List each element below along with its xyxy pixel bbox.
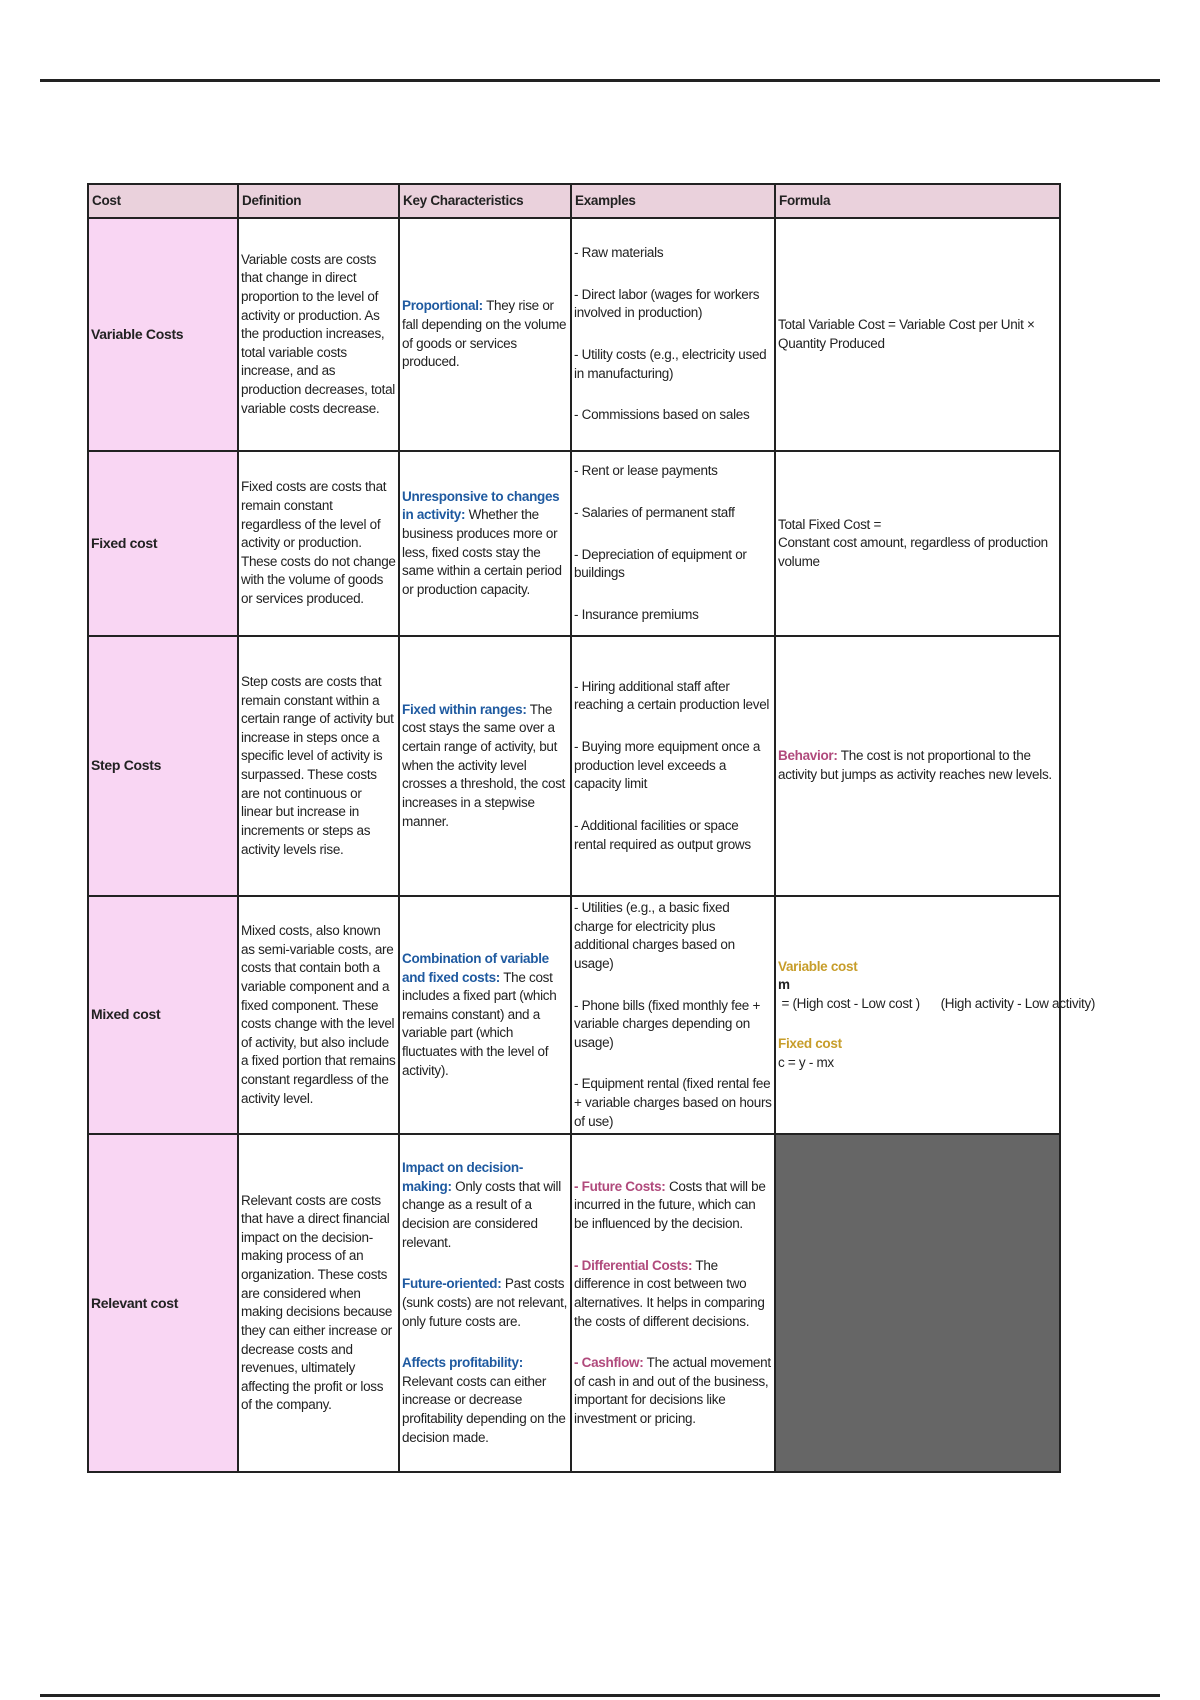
examples-cell [571, 636, 775, 896]
example-item [574, 1257, 772, 1332]
characteristic-text: Past costs (sunk costs) are not relevant, only future costs are. [402, 1276, 568, 1329]
example-item: - Phone bills (fixed monthly fee + variable charges depending on usage) [574, 997, 761, 1050]
characteristic-text: The cost stays the same over a certain range of activity, but when the activity level crosses a threshold, the cost increases in a stepwise manner. [402, 701, 566, 829]
example-label: - Future Costs: [574, 1178, 666, 1194]
formula-label: Behavior: [778, 748, 838, 764]
example-text: Costs that will be incurred in the future, which can be influenced by the decision. [574, 1178, 766, 1232]
example-item: - Equipment rental (fixed rental fee + variable charges based on hours of use) [574, 1076, 772, 1129]
characteristic-label: Affects profitability: [402, 1355, 523, 1371]
example-item: - Utility costs (e.g., electricity used in manufacturing) [574, 347, 767, 381]
cost-name: Variable Costs [88, 218, 238, 451]
definition-cell: Relevant costs are costs that have a direct financial impact on the decision-making process of an organization. These costs are considered when making decisions because they can either increase or decrease costs and revenues, ultimately affecting the profit or loss of the company. [238, 1134, 399, 1472]
table-row-variable-costs [88, 218, 1060, 451]
characteristic-text: Only costs that will change as a result of a decision are considered relevant. [402, 1178, 561, 1250]
example-item: - Depreciation of equipment or buildings [574, 546, 747, 581]
header-examples: Examples [571, 184, 775, 218]
cost-name: Relevant cost [88, 1134, 238, 1472]
formula-cell-empty [775, 1134, 1060, 1472]
header-key-characteristics: Key Characteristics [399, 184, 571, 218]
cost-types-table [87, 183, 1096, 1473]
example-item: - Insurance premiums [574, 606, 699, 622]
characteristic-item [402, 1159, 568, 1252]
formula-cell [775, 636, 1060, 896]
example-item: - Hiring additional staff after reaching a certain production level [574, 678, 770, 713]
formula-text: The cost is not proportional to the activity but jumps as activity reaches new levels. [778, 748, 1052, 782]
example-text: The actual movement of cash in and out of the business, important for decisions like investment or pricing. [574, 1355, 771, 1427]
characteristic-label: Proportional: [402, 298, 483, 314]
characteristic-text: They rise or fall depending on the volume of goods or services produced. [402, 298, 567, 370]
table-row-relevant-cost [88, 1134, 1060, 1472]
cost-name: Mixed cost [88, 896, 238, 1134]
characteristic-label: Fixed within ranges: [402, 701, 527, 717]
examples-cell [571, 1134, 775, 1472]
fixed-cost-formula: c = y - mx [778, 1055, 834, 1071]
definition-cell: Step costs are costs that remain constant within a certain range of activity but increase in steps once a specific level of activity is surpassed. These costs are not continuous or linear but increase in increments or steps as activity levels rise. [238, 636, 399, 896]
characteristic-text: Relevant costs can either increase or decrease profitability depending on the decision made. [402, 1373, 566, 1445]
cost-name: Step Costs [88, 636, 238, 896]
examples-cell [571, 896, 775, 1134]
formula-cell [775, 451, 1060, 636]
table-row-mixed-cost [88, 896, 1060, 1134]
definition-cell: Fixed costs are costs that remain constant regardless of the level of activity or production. These costs do not change with the volume of goods or services produced. [238, 451, 399, 636]
variable-cost-label: Variable cost [778, 958, 858, 974]
formula-line: Constant cost amount, regardless of production volume [778, 535, 1048, 569]
example-item: - Rent or lease payments [574, 463, 718, 479]
formula-cell [775, 896, 1096, 1134]
characteristic-label: Combination of variable and fixed costs: [402, 950, 549, 985]
examples-cell [571, 451, 775, 636]
top-rule [40, 79, 1160, 82]
example-item: - Additional facilities or space rental required as output grows [574, 817, 751, 852]
cost-name: Fixed cost [88, 451, 238, 636]
example-item: - Utilities (e.g., a basic fixed charge for electricity plus additional charges based on usage) [574, 900, 735, 971]
formula-line: Total Fixed Cost = [778, 516, 882, 532]
table-row-fixed-cost [88, 451, 1060, 636]
definition-cell: Variable costs are costs that change in direct proportion to the level of activity or production. As the production increases, total variable costs increase, and as production decreases, total variable costs decrease. [238, 218, 399, 451]
characteristic-item [402, 1275, 568, 1331]
characteristic-item [402, 950, 568, 1080]
characteristic-item [402, 488, 568, 600]
header-formula: Formula [775, 184, 1060, 218]
example-item: - Raw materials [574, 245, 664, 261]
example-label: - Differential Costs: [574, 1257, 693, 1273]
header-cost: Cost [88, 184, 238, 218]
characteristic-label: Unresponsive to changes in activity: [402, 488, 560, 523]
examples-cell [571, 218, 775, 451]
definition-cell: Mixed costs, also known as semi-variable costs, are costs that contain both a variable component and a fixed component. These costs change with the level of activity, but also include a fixed portion that remains constant regardless of the activity level. [238, 896, 399, 1134]
characteristics-cell [399, 218, 571, 451]
table-header-row [88, 184, 1060, 218]
characteristic-text: The cost includes a fixed part (which remains constant) and a variable part (which fluctuates with the level of activity). [402, 969, 557, 1078]
characteristic-item [402, 1354, 568, 1447]
bottom-rule [40, 1694, 1160, 1697]
characteristics-cell [399, 636, 571, 896]
example-item: - Buying more equipment once a production level exceeds a capacity limit [574, 739, 761, 792]
characteristics-cell [399, 896, 571, 1134]
variable-cost-formula [778, 976, 1096, 1013]
example-item: - Salaries of permanent staff [574, 505, 735, 521]
header-definition: Definition [238, 184, 399, 218]
characteristic-item [402, 701, 568, 831]
slope-symbol: m [778, 977, 790, 993]
fixed-cost-label: Fixed cost [778, 1036, 842, 1052]
example-label: - Cashflow: [574, 1355, 644, 1371]
formula-cell: Total Variable Cost = Variable Cost per Unit × Quantity Produced [775, 218, 1060, 451]
example-item [574, 1354, 772, 1429]
example-item: - Direct labor (wages for workers involved in production) [574, 286, 760, 321]
example-item: - Commissions based on sales [574, 407, 750, 423]
characteristic-text: Whether the business produces more or less, fixed costs stay the same within a certain period or production capacity. [402, 507, 562, 597]
characteristic-item [402, 297, 568, 372]
table-row-step-costs [88, 636, 1060, 896]
characteristics-cell [399, 451, 571, 636]
characteristic-label: Impact on decision-making: [402, 1160, 524, 1194]
slope-equation: = (High cost - Low cost ) (High activity - Low activity) [778, 995, 1096, 1011]
characteristic-label: Future-oriented: [402, 1276, 502, 1292]
example-item [574, 1178, 772, 1234]
example-text: The difference in cost between two alternatives. It helps in comparing the costs of different decisions. [574, 1257, 765, 1329]
characteristics-cell [399, 1134, 571, 1472]
